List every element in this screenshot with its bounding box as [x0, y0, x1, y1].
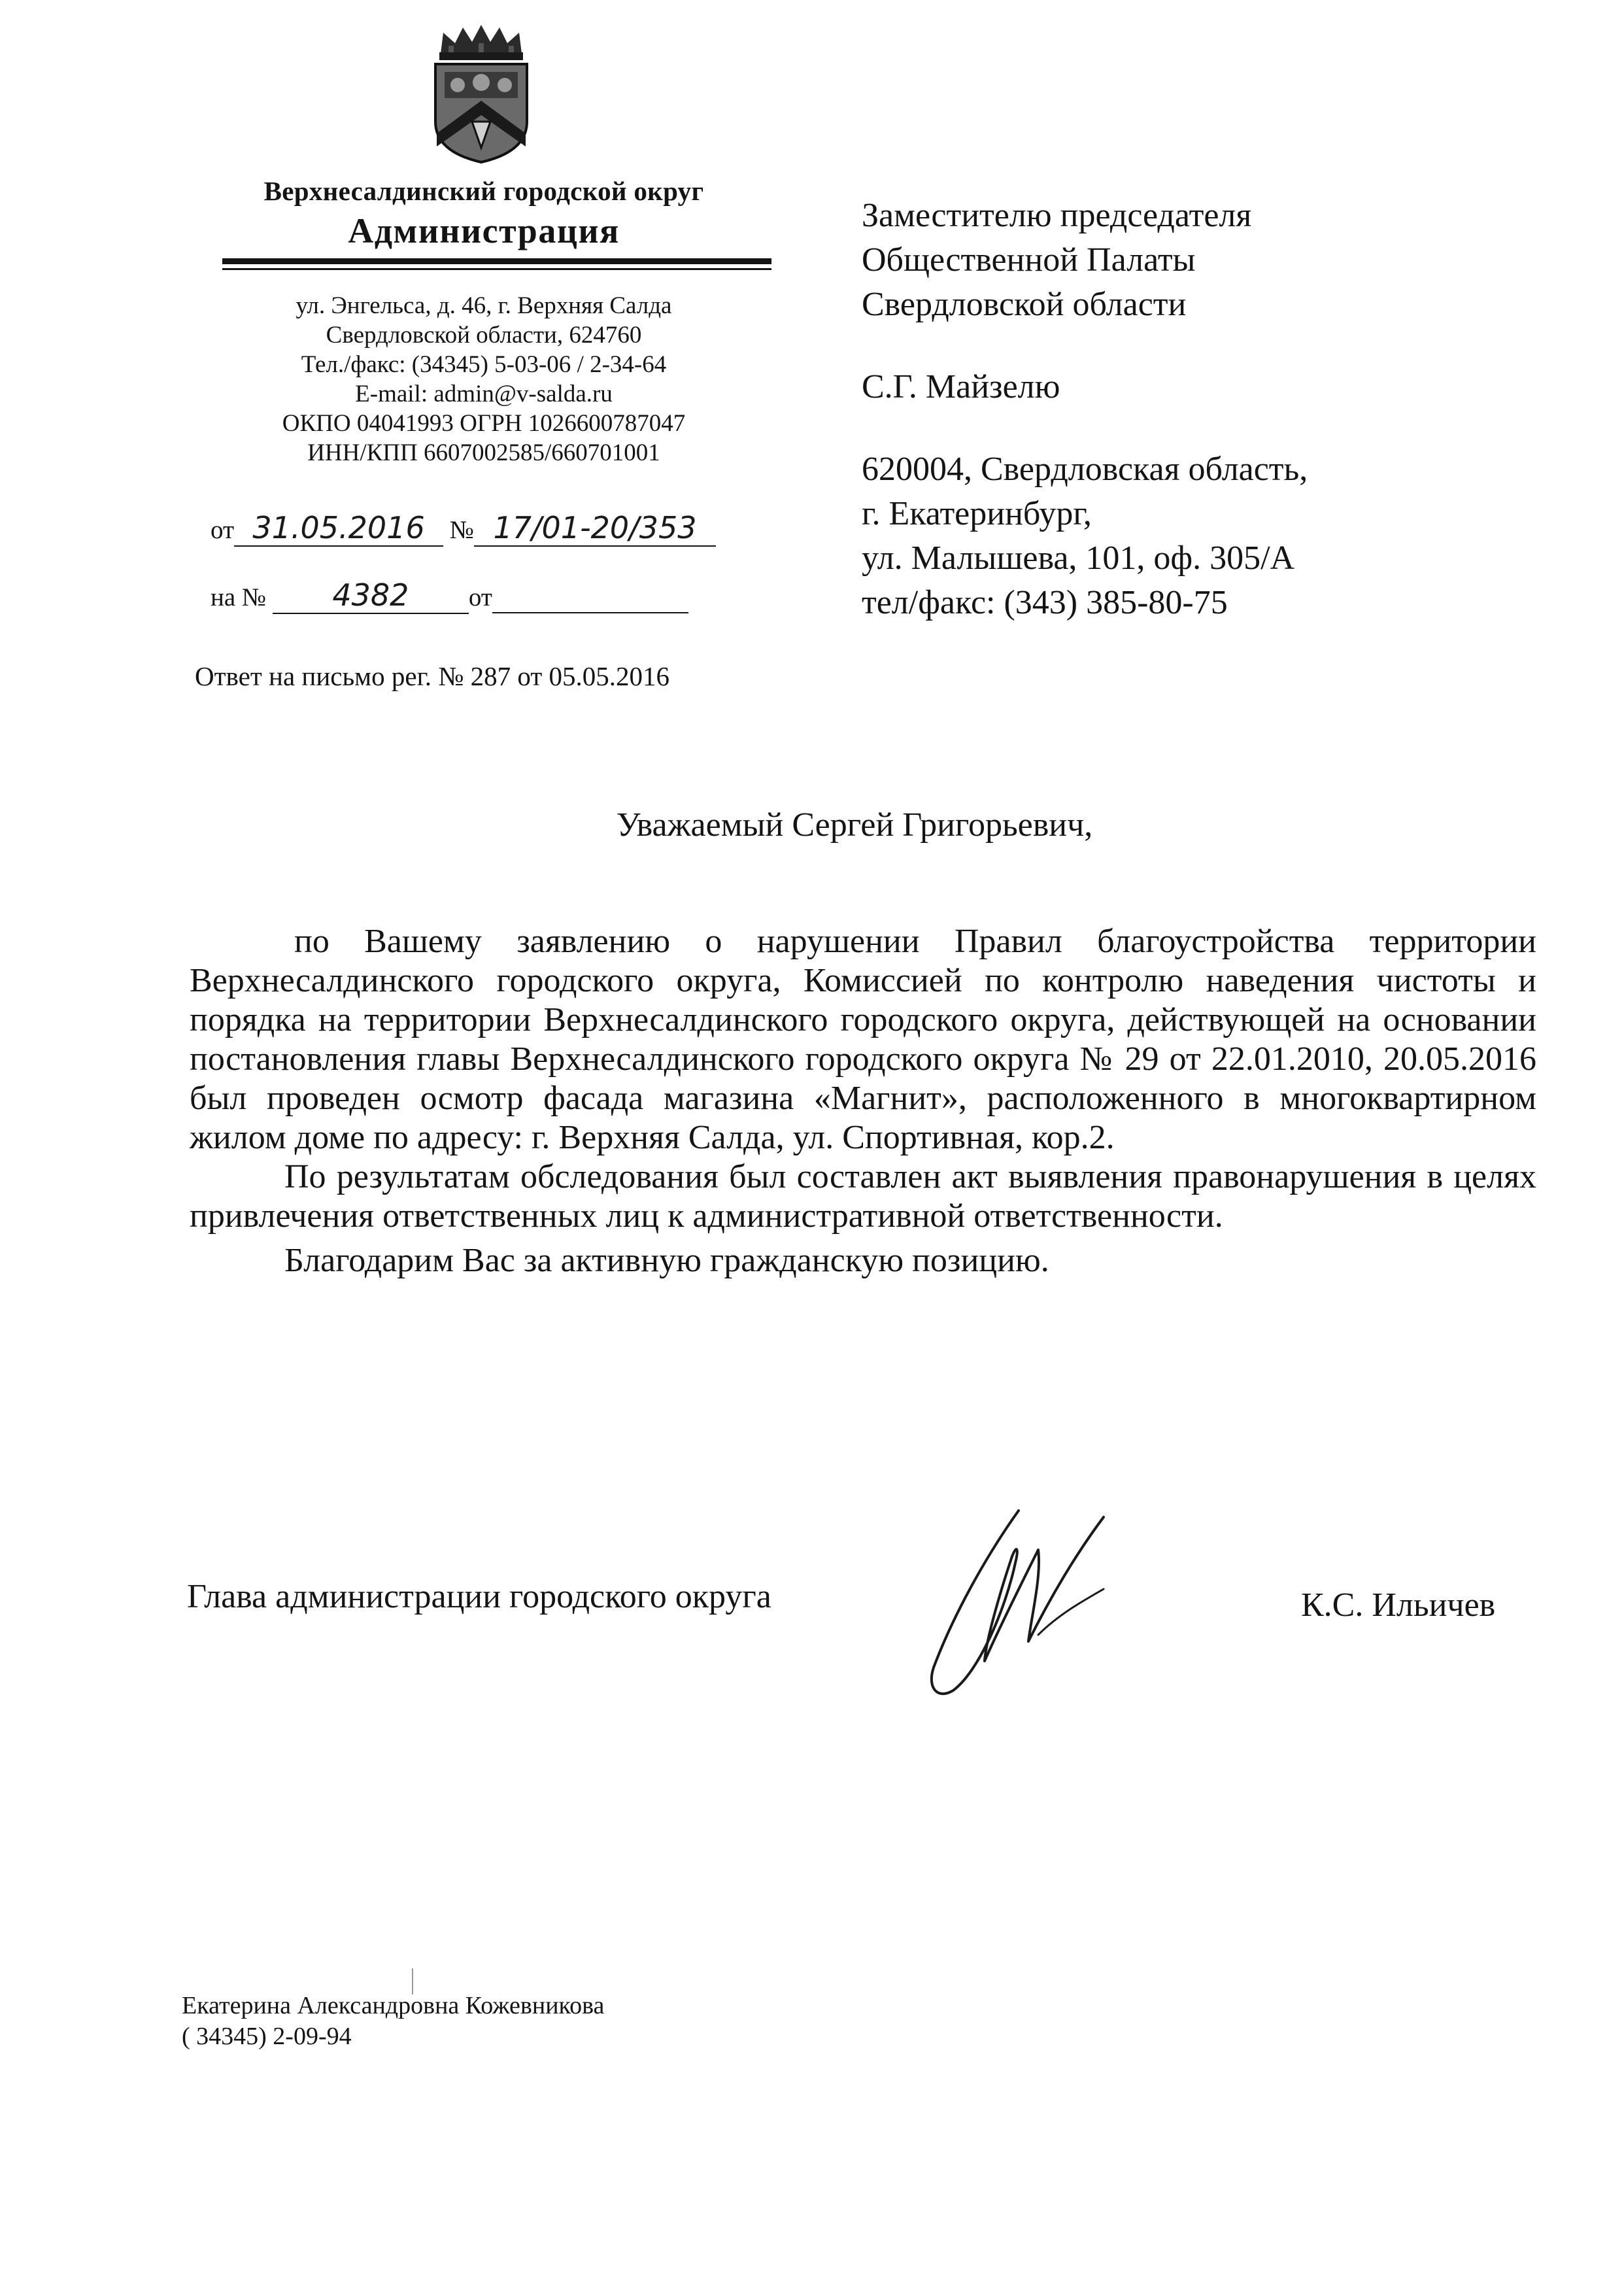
outgoing-reference: [211, 510, 716, 547]
letterhead-rule-thick: [222, 258, 771, 264]
organization-address: [196, 291, 771, 468]
reply-note: Ответ на письмо рег. № 287 от 05.05.2016: [195, 661, 670, 691]
addressee-phone: тел/факс: (343) 385-80-75: [862, 584, 1228, 621]
addressee-address-line: г. Екатеринбург,: [862, 495, 1092, 532]
address-line: E-mail: admin@v-salda.ru: [355, 381, 613, 407]
incoming-reference: [211, 577, 688, 614]
addressee-block: [862, 194, 1581, 625]
signatory-position: Глава администрации городского округа: [187, 1578, 771, 1615]
ref-from-label: от: [211, 516, 235, 544]
body-paragraph: по Вашему заявлению о нарушении Правил благоустройства территории Верхнесалдинского городского округа, Комиссией по контролю наведения чистоты и порядка на территории Верхнесалдинского городского округа, действующей на основании постановления главы Верхнесалдинского городского округа № 29 от 22.01.2010, 20.05.2016 был проведен осмотр фасада магазина «Магнит», расположенного в многоквартирном жилом доме по адресу: г. Верхняя Салда, ул. Спортивная, кор.2.: [190, 923, 1536, 1156]
organization-title: Администрация: [348, 211, 620, 250]
addressee-address-line: ул. Малышева, 101, оф. 305/А: [862, 539, 1295, 577]
signatory-name: К.С. Ильичев: [1301, 1586, 1496, 1624]
address-line: ОКПО 04041993 ОГРН 1026600787047: [282, 410, 686, 437]
addressee-line: Свердловской области: [862, 286, 1187, 323]
ref-date: 31.05.2016: [234, 510, 443, 547]
ref-number-label: №: [449, 516, 474, 544]
addressee-name: С.Г. Майзелю: [862, 368, 1060, 405]
ref-number: 17/01-20/353: [474, 510, 716, 547]
addressee-address-line: 620004, Свердловская область,: [862, 451, 1308, 488]
executor-phone: ( 34345) 2-09-94: [182, 2023, 352, 2050]
address-line: ул. Энгельса, д. 46, г. Верхняя Салда: [296, 292, 672, 319]
in-reply-date: [492, 583, 688, 613]
coat-of-arms-icon: [429, 24, 533, 164]
scan-artifact: [412, 1968, 413, 1994]
addressee-line: Общественной Палаты: [862, 241, 1196, 279]
in-reply-number: 4382: [273, 577, 469, 614]
body-paragraph: Благодарим Вас за активную гражданскую позицию.: [284, 1242, 1049, 1279]
in-reply-from-label: от: [468, 583, 492, 611]
address-line: Тел./факс: (34345) 5-03-06 / 2-34-64: [301, 351, 667, 378]
letterhead-rule-thin: [222, 268, 771, 270]
executor-name: Екатерина Александровна Кожевникова: [182, 1992, 605, 2019]
address-line: Свердловской области, 624760: [326, 322, 642, 349]
address-line: ИНН/КПП 6607002585/660701001: [307, 439, 660, 466]
in-reply-label: на №: [211, 583, 267, 611]
addressee-line: Заместителю председателя: [862, 197, 1252, 234]
organization-name: Верхнесалдинский городской округ: [263, 176, 704, 206]
body-paragraph: По результатам обследования был составлен акт выявления правонарушения в целях привлечения ответственных лиц к административной ответственности.: [190, 1158, 1536, 1235]
handwritten-signature-icon: [907, 1504, 1117, 1707]
greeting: Уважаемый Сергей Григорьевич,: [616, 806, 1093, 844]
letter-body: [190, 922, 1536, 1280]
